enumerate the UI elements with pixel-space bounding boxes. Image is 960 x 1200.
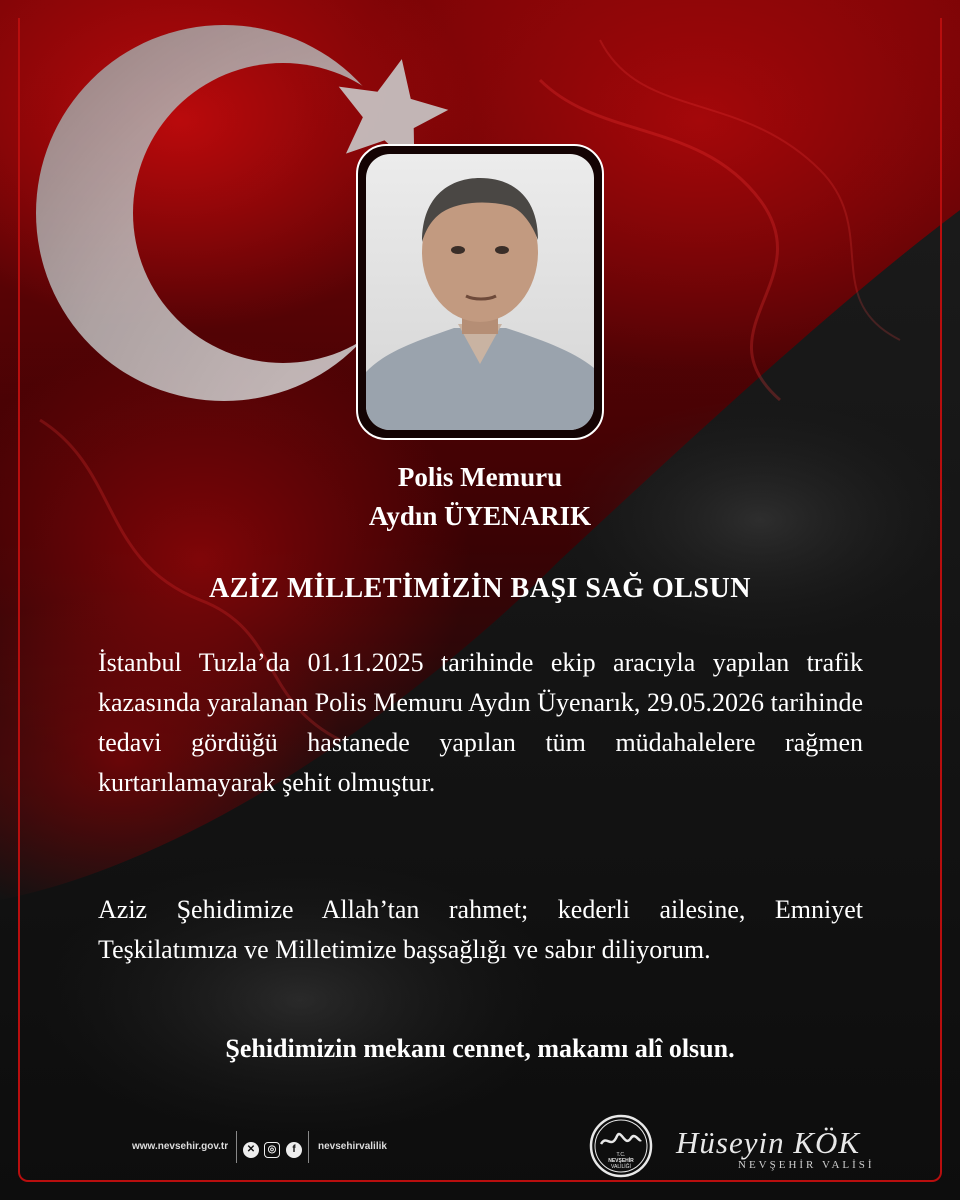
condolence-paragraph: Aziz Şehidimize Allah’tan rahmet; kederli ailesine, Emniyet Teşkilatımıza ve Milletimize başsağlığı ve sabır diliyorum. xyxy=(98,895,863,964)
portrait-frame xyxy=(356,144,604,440)
portrait-photo xyxy=(366,154,594,430)
divider xyxy=(308,1131,309,1163)
person-silhouette-icon xyxy=(366,154,594,430)
signature-title: NEVŞEHİR VALİSİ xyxy=(738,1159,875,1171)
divider xyxy=(236,1131,237,1163)
name-block xyxy=(0,458,960,536)
headline: AZİZ MİLLETİMİZİN BAŞI SAĞ OLSUN xyxy=(209,573,751,604)
announcement-paragraph: İstanbul Tuzla’da 01.11.2025 tarihinde ekip aracıyla yapılan trafik kazasında yaralanan Polis Memuru Aydın Üyenarık, 29.05.2026 tarihinde tedavi gördüğü hastanede yapılan tüm müdahalelere rağmen kurtarılamayarak şehit olmuştur. xyxy=(98,648,863,797)
facebook-icon[interactable]: f xyxy=(286,1142,302,1158)
seal-line-2: NEVŞEHİR xyxy=(608,1158,634,1164)
instagram-icon[interactable]: ◎ xyxy=(264,1142,280,1158)
seal-line-1: T.C. xyxy=(616,1152,626,1158)
rank-label: Polis Memuru xyxy=(397,462,563,492)
nevsehir-governorship-seal xyxy=(589,1114,653,1178)
signature-name: Hüseyin KÖK xyxy=(676,1125,861,1160)
x-icon[interactable]: ✕ xyxy=(243,1142,259,1158)
closing-line: Şehidimizin mekanı cennet, makamı alî olsun. xyxy=(225,1034,735,1063)
person-name: Aydın ÜYENARIK xyxy=(368,501,592,531)
social-handle[interactable]: nevsehirvalilik xyxy=(318,1141,387,1152)
website-link[interactable]: www.nevsehir.gov.tr xyxy=(132,1141,229,1152)
seal-line-3: VALİLİĞİ xyxy=(611,1164,631,1170)
